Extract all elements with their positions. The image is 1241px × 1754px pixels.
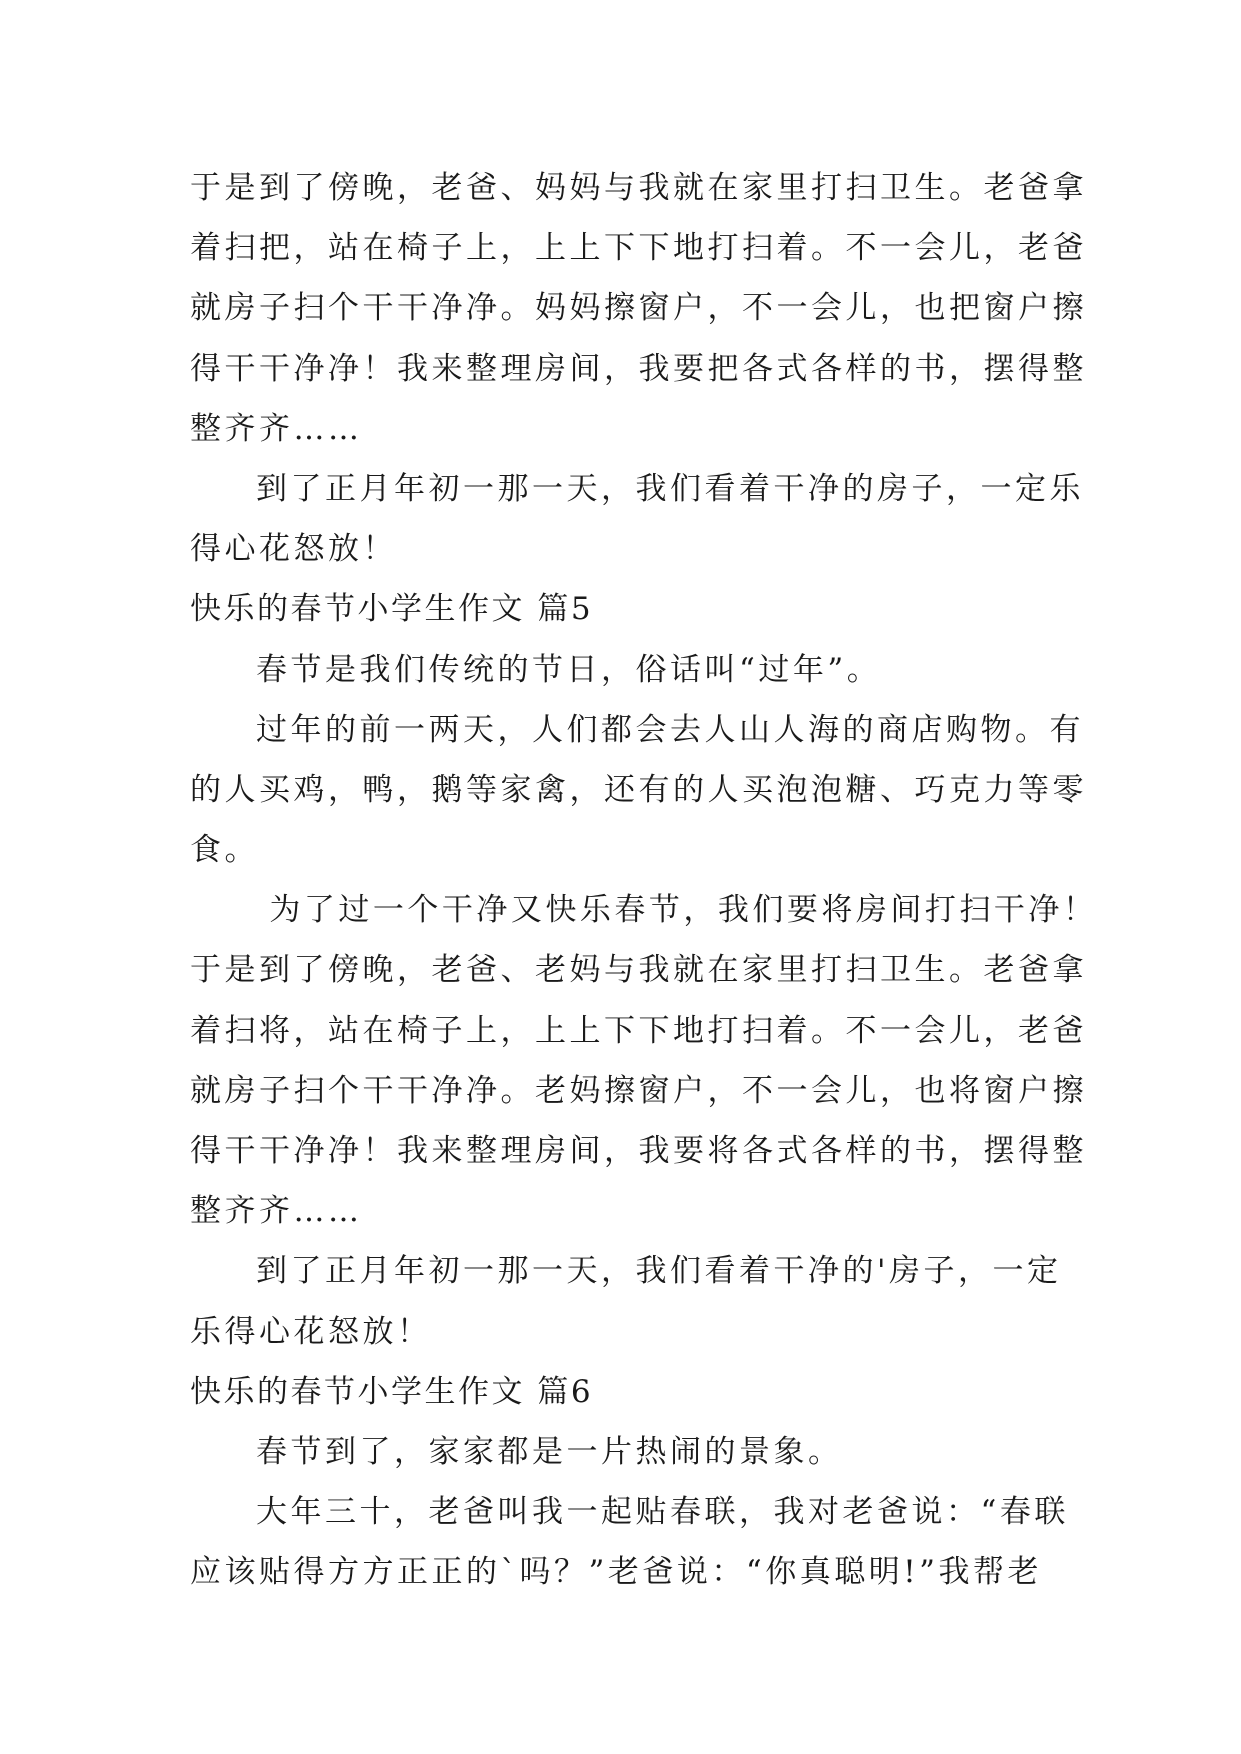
paragraph-first-line: 为了过一个干净又快乐春节，我们要将房间打扫干净！ [256, 892, 1098, 929]
document-page [190, 158, 1098, 1603]
text-line: 食。 [190, 832, 259, 869]
paragraph-first-line: 大年三十，老爸叫我一起贴春联，我对老爸说：“春联 [256, 1494, 1069, 1531]
text-line: 整齐齐…… [190, 1193, 363, 1230]
paragraph-first-line: 到了正月年初一那一天，我们看着干净的'房子，一定 [256, 1253, 1062, 1290]
paragraph-first-line: 过年的前一两天，人们都会去人山人海的商店购物。有 [256, 711, 1084, 748]
text-line: 整齐齐…… [190, 410, 363, 447]
paragraph-first-line: 到了正月年初一那一天，我们看着干净的房子，一定乐 [256, 470, 1084, 507]
text-line: 着扫把，站在椅子上，上上下下地打扫着。不一会儿，老爸 [190, 230, 1087, 267]
text-line: 得干干净净！我来整理房间，我要将各式各样的书，摆得整 [190, 1133, 1087, 1169]
text-line: 于是到了傍晚，老爸、妈妈与我就在家里打扫卫生。老爸拿 [190, 170, 1087, 206]
text-line: 得心花怒放！ [190, 531, 397, 568]
paragraph-first-line: 春节到了，家家都是一片热闹的景象。 [256, 1433, 843, 1470]
text-line: 的人买鸡，鸭，鹅等家禽，还有的人买泡泡糖、巧克力等零 [190, 771, 1087, 808]
text-line: 着扫将，站在椅子上，上上下下地打扫着。不一会儿，老爸 [190, 1012, 1087, 1049]
text-line: 于是到了傍晚，老爸、老妈与我就在家里打扫卫生。老爸拿 [190, 952, 1087, 989]
text-line: 得干干净净！我来整理房间，我要把各式各样的书，摆得整 [190, 350, 1087, 387]
section-heading: 快乐的春节小学生作文 篇6 [190, 1373, 594, 1410]
text-line: 乐得心花怒放！ [190, 1313, 432, 1350]
section-heading: 快乐的春节小学生作文 篇5 [190, 591, 594, 628]
text-line: 应该贴得方方正正的`吗？”老爸说：“你真聪明!”我帮老 [190, 1554, 1042, 1591]
paragraph-first-line: 春节是我们传统的节日，俗话叫“过年”。 [256, 651, 882, 688]
text-line: 就房子扫个干干净净。老妈擦窗户，不一会儿，也将窗户擦 [190, 1072, 1087, 1109]
text-line: 就房子扫个干干净净。妈妈擦窗户，不一会儿，也把窗户擦 [190, 290, 1087, 327]
